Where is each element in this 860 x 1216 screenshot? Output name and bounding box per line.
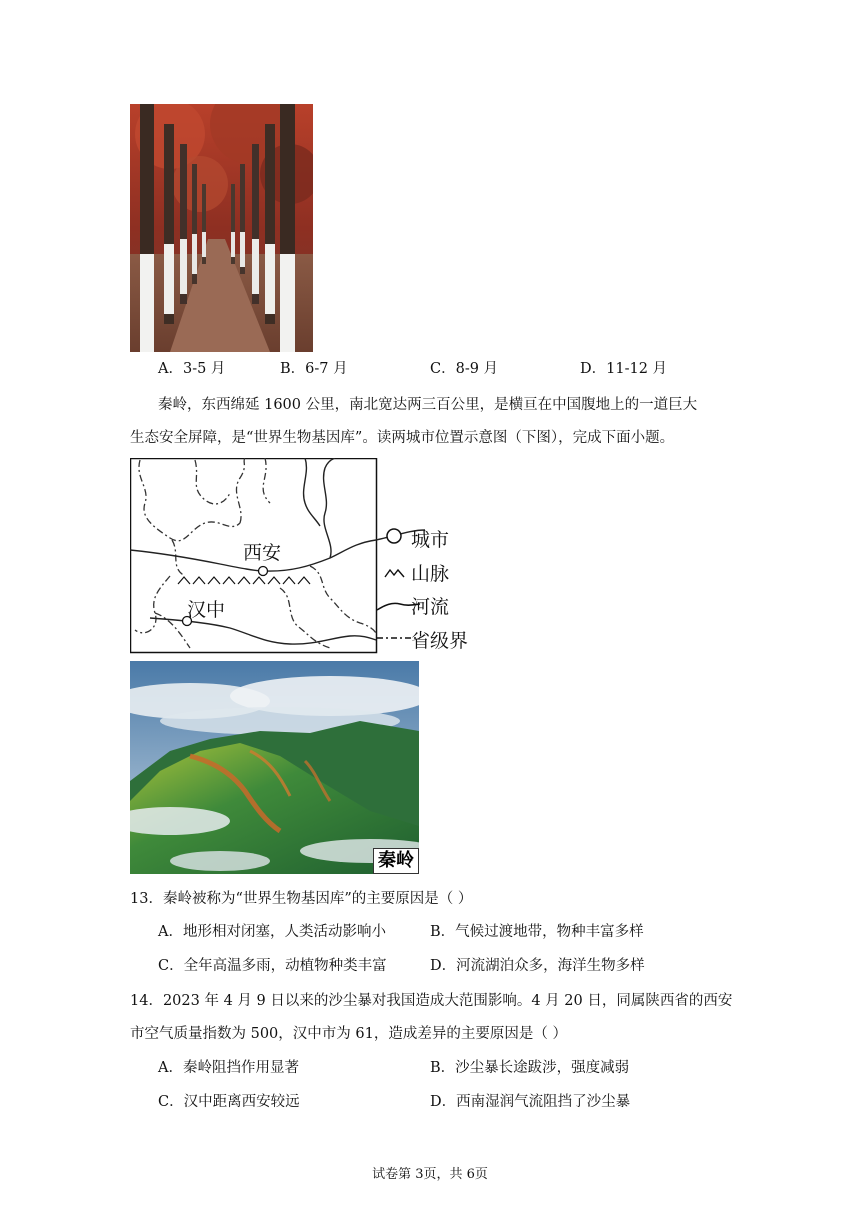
map-drawing (130, 458, 478, 654)
q14-option-d: D．西南湿润气流阻挡了沙尘暴 (430, 1094, 631, 1110)
q13-stem: 13．秦岭被称为“世界生物基因库”的主要原因是（ ） (130, 891, 473, 907)
legend-mountain-label: 山脉 (411, 563, 450, 585)
q14-stem-line-1: 14．2023 年 4 月 9 日以来的沙尘暴对我国造成大范围影响。4 月 20 日，同属陕西省的西安 (130, 993, 733, 1009)
autumn-road-illustration (130, 104, 313, 352)
legend-border-label: 省级界 (411, 630, 469, 652)
q13-option-c: C．全年高温多雨，动植物种类丰富 (158, 958, 387, 974)
qinling-mountain-illustration (130, 661, 419, 874)
autumn-road-photo (130, 104, 313, 352)
xian-city-marker (259, 567, 268, 576)
q13-option-a: A．地形相对闭塞，人类活动影响小 (158, 924, 386, 940)
passage-line-2: 生态安全屏障，是“世界生物基因库”。读两城市位置示意图（下图），完成下面小题。 (130, 430, 675, 446)
passage-line-1: 秦岭，东西绵延 1600 公里，南北宽达两三百公里，是横亘在中国腹地上的一道巨大 (158, 397, 698, 413)
legend-city-label: 城市 (411, 529, 450, 551)
hanzhong-label: 汉中 (187, 599, 226, 621)
city-location-map (130, 458, 478, 654)
legend-river-label: 河流 (411, 596, 450, 618)
qinling-photo (130, 661, 419, 874)
q12-option-c: C．8-9 月 (430, 361, 499, 377)
photo-caption: 秦岭 (373, 848, 419, 874)
q14-option-b: B．沙尘暴长途跋涉，强度减弱 (430, 1060, 630, 1076)
q12-option-d: D．11-12 月 (580, 361, 668, 377)
q13-option-d: D．河流湖泊众多，海洋生物多样 (430, 958, 645, 974)
q12-option-a: A．3-5 月 (158, 361, 226, 377)
q13-option-b: B．气候过渡地带，物种丰富多样 (430, 924, 644, 940)
legend-mountain-icon (385, 570, 404, 577)
legend-city-icon (387, 529, 401, 543)
q14-option-a: A．秦岭阻挡作用显著 (158, 1060, 299, 1076)
page-footer: 试卷第 3页，共 6页 (372, 1167, 488, 1182)
q14-stem-line-2: 市空气质量指数为 500，汉中市为 61，造成差异的主要原因是（ ） (130, 1026, 567, 1042)
q12-option-b: B．6-7 月 (280, 361, 348, 377)
xian-label: 西安 (243, 542, 282, 564)
q14-option-c: C．汉中距离西安较远 (158, 1094, 300, 1110)
